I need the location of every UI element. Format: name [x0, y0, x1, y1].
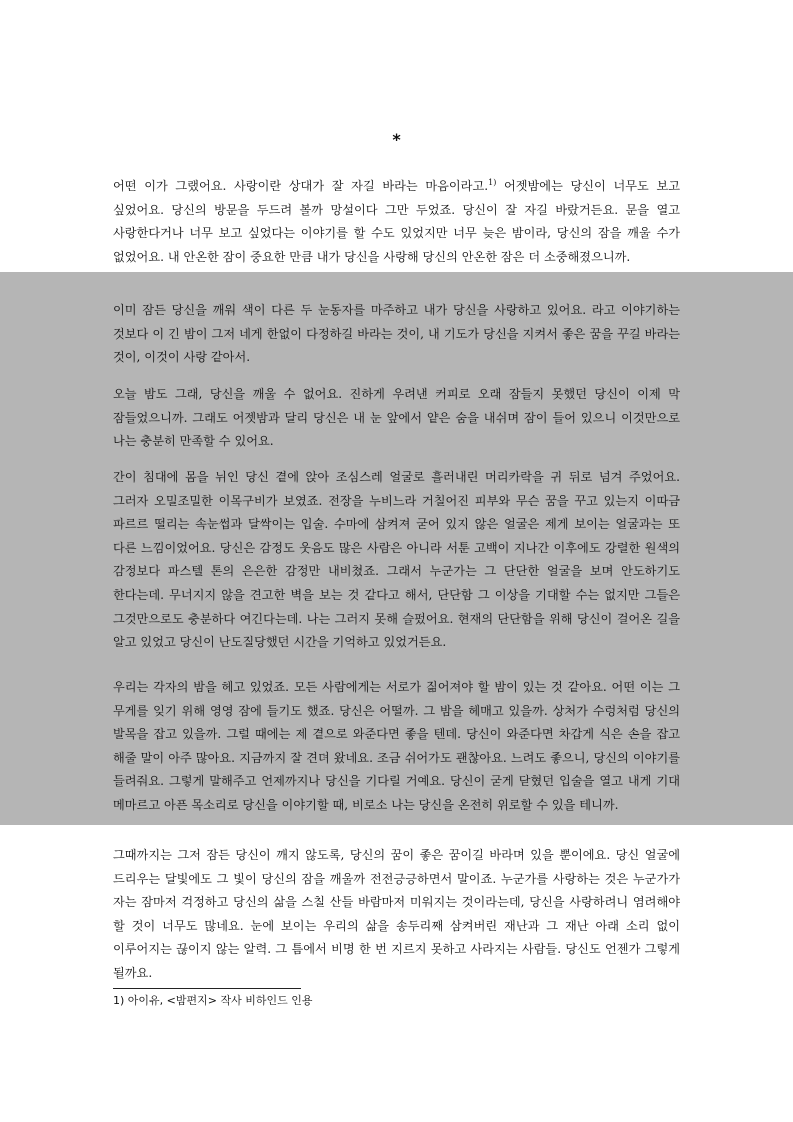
section-mark: *	[392, 130, 401, 149]
paragraph-1-text-a: 어떤 이가 그랬어요. 사랑이란 상대가 잘 자길 바라는 마음이라고.	[113, 179, 489, 193]
paragraph-4: 간이 침대에 몸을 뉘인 당신 곁에 앉아 조심스레 얼굴로 흘러내린 머리카락을 귀 뒤로 넘겨 주었어요. 그러자 오밀조밀한 이목구비가 보였죠. 전장을 누비느라 거칠어진 피부와 무슨 꿈을 꾸고 있는지 이따금 파르르 떨리는 속눈썹과 달싹이는 입술. 수마에 삼켜져 굳어 있지 않은 얼굴은 제게 보이는 얼굴과는 또 다른 느낌이었어요. 당신은 감정도 웃음도 많은 사람은 아니라 서툰 고백이 지나간 이후에도 강렬한 원색의 감정보다 파스텔 톤의 은은한 감정만 내비쳤죠. 그래서 누군가는 그 단단한 얼굴을 보며 안도하기도 한다는데. 무너지지 않을 견고한 벽을 보는 것 같다고 해서, 단단함 그 이상을 기대할 수는 없지만 그들은 그것만으로도 충분하다 여긴다는데. 나는 그러지 못해 슬펐어요. 현재의 단단함을 위해 당신이 걸어온 길을 알고 있었고 당신이 난도질당했던 시간을 기억하고 있었거든요.	[113, 470, 680, 650]
paragraph-2: 이미 잠든 당신을 깨워 색이 다른 두 눈동자를 마주하고 내가 당신을 사랑하고 있어요. 라고 이야기하는 것보다 이 긴 밤이 그저 네게 한없이 다정하길 바라는 것이, 내 기도가 당신을 지켜서 좋은 꿈을 꾸길 바라는 것이, 이것이 사랑 같아서.	[113, 303, 680, 365]
paragraph-1	[113, 175, 680, 269]
footnote-text: 1) 아이유, <밤편지> 작사 비하인드 인용	[113, 994, 313, 1007]
paragraph-3: 오늘 밤도 그래, 당신을 깨울 수 없어요. 진하게 우려낸 커피로 오래 잠들지 못했던 당신이 이제 막 잠들었으니까. 그래도 어젯밤과 달리 당신은 내 눈 앞에서 얕은 숨을 내쉬며 잠이 들어 있으니 이것만으로 나는 충분히 만족할 수 있어요.	[113, 387, 680, 449]
footnote-ref[interactable]: 1)	[488, 177, 497, 187]
footnote-divider	[113, 988, 301, 989]
paragraph-1-text-b: 어젯밤에는 당신이 너무도 보고 싶었어요. 당신의 방문을 두드려 볼까 망설이다 그만 두었죠. 당신이 잘 자길 바랐거든요. 문을 열고 사랑한다거나 너무 보고 싶었다는 이야기를 할 수도 있었지만 너무 늦은 밤이라, 당신의 잠을 깨울 수가 없었어요. 내 안온한 잠이 중요한 만큼 내가 당신을 사랑해 당신의 안온한 잠은 더 소중해졌으니까.	[113, 179, 681, 264]
paragraph-5: 우리는 각자의 밤을 헤고 있었죠. 모든 사람에게는 서로가 짊어져야 할 밤이 있는 것 같아요. 어떤 이는 그 무게를 잊기 위해 영영 잠에 들기도 했죠. 당신은 어떨까. 그 밤을 헤매고 있을까. 상처가 수렁처럼 당신의 발목을 잡고 있을까. 그럴 때에는 제 곁으로 와준다면 좋을 텐데. 당신이 와준다면 차갑게 식은 손을 잡고 해줄 말이 아주 많아요. 지금까지 잘 견뎌 왔네요. 조금 쉬어가도 괜찮아요. 느려도 좋으니, 당신의 이야기를 들려줘요. 그렇게 말해주고 언제까지나 당신을 기다릴 거예요. 당신이 굳게 닫혔던 입술을 열고 내게 기대 메마르고 아픈 목소리로 당신을 이야기할 때, 비로소 나는 당신을 온전히 위로할 수 있을 테니까.	[113, 680, 680, 812]
paragraph-6: 그때까지는 그저 잠든 당신이 깨지 않도록, 당신의 꿈이 좋은 꿈이길 바라며 있을 뿐이에요. 당신 얼굴에 드리우는 달빛에도 그 빛이 당신의 잠을 깨울까 전전긍긍하면서 말이죠. 누군가를 사랑하는 것은 누군가가 자는 잠마저 걱정하고 당신의 삶을 스칠 산들 바람마저 미워지는 것이라는데, 당신을 사랑하려니 염려해야 할 것이 너무도 많네요. 눈에 보이는 우리의 삶을 송두리째 삼켜버린 재난과 그 재난 아래 소리 없이 이루어지는 끊이지 않는 알력. 그 틈에서 비명 한 번 지르지 못하고 사라지는 사람들. 당신도 언젠가 그렇게 될까요.	[113, 848, 680, 980]
